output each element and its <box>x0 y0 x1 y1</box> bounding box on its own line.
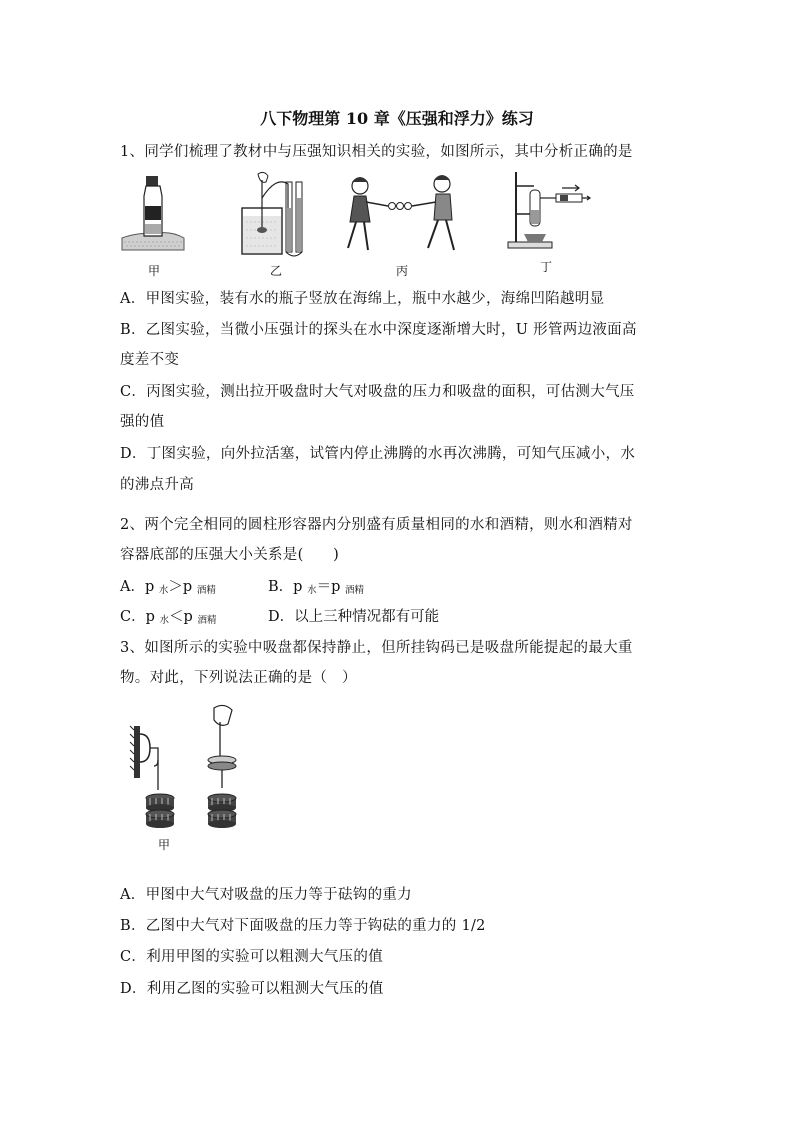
q3-option-a: A．甲图中大气对吸盘的压力等于砝钩的重力 <box>120 887 412 903</box>
q2-stem-line2: 容器底部的压强大小关系是( ) <box>120 547 340 563</box>
q1-option-b-line1: B．乙图实验，当微小压强计的探头在水中深度逐渐增大时，U 形管两边液面高 <box>120 322 637 338</box>
q2-option-c-sub-alcohol: 酒精 <box>197 615 217 626</box>
q2-option-a <box>120 575 216 596</box>
q2-option-c-sub-water: 水 <box>159 615 170 626</box>
q2-option-a-p1: p <box>144 579 155 595</box>
q2-option-a-operator: ＞ <box>168 579 183 595</box>
q1-figure-suction-cup-pull <box>342 172 460 258</box>
q1-option-d-line2: 的沸点升高 <box>120 477 194 493</box>
q3-option-b: B．乙图中大气对下面吸盘的压力等于钩砝的重力的 1/2 <box>120 918 486 934</box>
page-title: 八下物理第 10 章《压强和浮力》练习 <box>260 109 534 128</box>
q1-figure-bottle-on-sponge <box>118 172 188 258</box>
q1-caption-bing: 丙 <box>396 264 409 278</box>
q2-option-c-p1: p <box>145 609 155 625</box>
q3-figure-suction-cups <box>128 704 248 832</box>
q2-stem-line1: 2、两个完全相同的圆柱形容器内分别盛有质量相同的水和酒精，则水和酒精对 <box>120 517 633 533</box>
q2-option-b-sub-water: 水 <box>307 585 317 596</box>
q2-option-a-sub-water: 水 <box>158 585 169 596</box>
q1-figure-syringe-boiling <box>504 168 594 252</box>
q2-option-b-p1: p <box>293 579 303 595</box>
q2-option-b-sub-alcohol: 酒精 <box>344 585 364 596</box>
q1-figure-pressure-gauge <box>236 168 316 258</box>
q2-option-c <box>120 605 216 626</box>
q2-option-b <box>268 575 364 596</box>
q1-option-b-line2: 度差不变 <box>120 352 180 368</box>
q2-option-a-sub-alcohol: 酒精 <box>196 585 216 596</box>
q2-option-c-operator: ＜ <box>169 609 184 625</box>
q2-option-a-label: A． <box>120 579 145 595</box>
q3-caption-jia: 甲 <box>158 838 171 852</box>
q2-option-c-p2: p <box>183 609 193 625</box>
q3-option-c: C．利用甲图的实验可以粗测大气压的值 <box>120 949 383 965</box>
q2-option-d: D．以上三种情况都有可能 <box>268 609 440 625</box>
q2-option-b-operator: ＝ <box>316 579 332 595</box>
q3-stem-line1: 3、如图所示的实验中吸盘都保持静止，但所挂钩码已是吸盘所能提起的最大重 <box>120 640 633 656</box>
q3-option-d: D．利用乙图的实验可以粗测大气压的值 <box>120 981 384 997</box>
q1-option-a: A．甲图实验，装有水的瓶子竖放在海绵上，瓶中水越少，海绵凹陷越明显 <box>120 291 605 307</box>
q1-option-d-line1: D．丁图实验，向外拉活塞，试管内停止沸腾的水再次沸腾，可知气压减小，水 <box>120 446 636 462</box>
q1-caption-ding: 丁 <box>540 260 553 274</box>
q2-option-c-label: C． <box>120 609 146 625</box>
q2-option-b-label: B． <box>268 579 294 595</box>
q1-stem: 1、同学们梳理了教材中与压强知识相关的实验，如图所示，其中分析正确的是 <box>120 144 633 160</box>
q1-option-c-line2: 强的值 <box>120 414 165 430</box>
q3-stem-line2: 物。对此，下列说法正确的是（ ） <box>120 670 357 686</box>
q2-option-a-p2: p <box>182 579 193 595</box>
q2-option-b-p2: p <box>331 579 341 595</box>
q1-caption-yi: 乙 <box>270 264 283 278</box>
q1-option-c-line1: C．丙图实验，测出拉开吸盘时大气对吸盘的压力和吸盘的面积，可估测大气压 <box>120 384 635 400</box>
q1-caption-jia: 甲 <box>148 264 161 278</box>
